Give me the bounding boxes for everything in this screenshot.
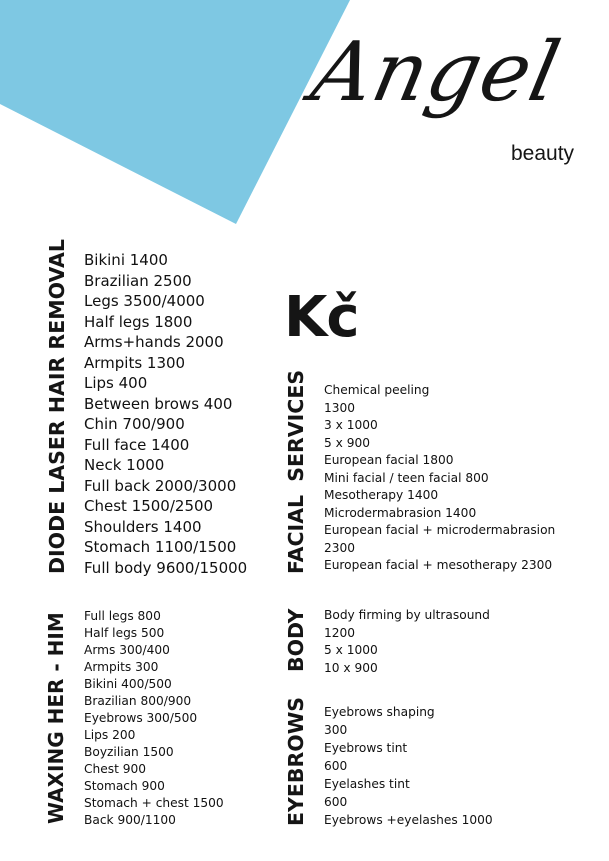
- price-list-item: Boyzilian 1500: [84, 745, 174, 759]
- price-list-item: Shoulders 1400: [84, 517, 202, 536]
- price-list-item: 300: [324, 723, 348, 737]
- price-list-item: European facial + mesotherapy 2300: [324, 558, 553, 572]
- price-list-item: Half legs 1800: [84, 312, 193, 331]
- price-list-item: Arms+hands 2000: [84, 333, 224, 351]
- waxing-price-list: [84, 608, 224, 829]
- price-list-item: Eyelashes tint: [324, 777, 410, 791]
- price-list-item: Full back 2000/3000: [84, 476, 237, 495]
- body-price-list: [324, 607, 490, 677]
- currency-label: Kč: [284, 285, 359, 350]
- price-list-item: Stomach + chest 1500: [84, 796, 224, 810]
- price-list-item: 1300: [324, 400, 356, 415]
- price-list-item: 600: [324, 795, 348, 809]
- price-list-item: Chest 900: [84, 762, 146, 776]
- eyebrows-section-title: EYEBROWS: [284, 696, 308, 826]
- price-list-item: Mini facial / teen facial 800: [324, 470, 489, 485]
- blue-triangle: [0, 0, 350, 224]
- price-list-item: 1200: [324, 625, 356, 640]
- price-list-item: Microdermabrasion 1400: [324, 505, 477, 520]
- price-list-item: 2300: [324, 540, 356, 555]
- price-list-item: Armpits 300: [84, 660, 159, 674]
- price-list-item: Chemical peeling: [324, 383, 430, 397]
- price-list-item: Eyebrows shaping: [324, 705, 435, 719]
- price-list-item: Lips 400: [84, 374, 148, 392]
- price-list-item: Half legs 500: [84, 626, 165, 640]
- laser-section-title: DIODE LASER HAIR REMOVAL: [45, 239, 69, 574]
- price-list-item: Armpits 1300: [84, 353, 186, 372]
- price-list-item: Eyebrows tint: [324, 741, 408, 755]
- price-list-item: Full body 9600/15000: [84, 558, 248, 577]
- price-list-item: Full legs 800: [84, 609, 161, 623]
- price-list-item: Stomach 1100/1500: [84, 538, 237, 556]
- price-list-item: Brazilian 800/900: [84, 694, 192, 708]
- price-list-item: Neck 1000: [84, 456, 165, 474]
- price-list-item: Brazilian 2500: [84, 271, 192, 290]
- price-list-item: 3 x 1000: [324, 418, 378, 432]
- price-list-item: 600: [324, 759, 348, 773]
- logo-script: Angel: [304, 25, 569, 120]
- price-list-item: Lips 200: [84, 728, 136, 742]
- price-list-item: Chest 1500/2500: [84, 497, 214, 515]
- price-list-item: 5 x 900: [324, 435, 370, 450]
- price-list-item: Chin 700/900: [84, 415, 185, 433]
- body-section-title: BODY: [284, 608, 308, 672]
- facial-section-title: FACIAL SERVICES: [284, 369, 308, 574]
- waxing-section-title: WAXING HER - HIM: [44, 612, 68, 824]
- price-list-item: Arms 300/400: [84, 643, 170, 657]
- price-list-item: European facial + microdermabrasion: [324, 523, 556, 537]
- price-list-item: Bikini 400/500: [84, 677, 172, 691]
- eyebrows-price-list: [324, 703, 493, 829]
- price-list-item: Eyebrows 300/500: [84, 711, 198, 725]
- price-list-item: 5 x 1000: [324, 643, 378, 657]
- price-list-item: Full face 1400: [84, 435, 190, 454]
- brand-logo: [300, 25, 590, 210]
- price-list-item: 10 x 900: [324, 660, 378, 675]
- price-list-item: European facial 1800: [324, 453, 454, 467]
- price-list-item: Stomach 900: [84, 779, 165, 793]
- facial-price-list: [324, 382, 555, 575]
- price-list-item: Body firming by ultrasound: [324, 608, 490, 622]
- price-list-item: Legs 3500/4000: [84, 292, 205, 310]
- logo-subtitle: beauty: [511, 142, 575, 165]
- price-list-item: Eyebrows +eyelashes 1000: [324, 813, 493, 827]
- laser-price-list: [84, 250, 247, 578]
- price-list-item: Back 900/1100: [84, 813, 176, 827]
- price-list-item: Mesotherapy 1400: [324, 488, 439, 502]
- price-list-item: Bikini 1400: [84, 251, 168, 269]
- price-list-item: Between brows 400: [84, 394, 233, 413]
